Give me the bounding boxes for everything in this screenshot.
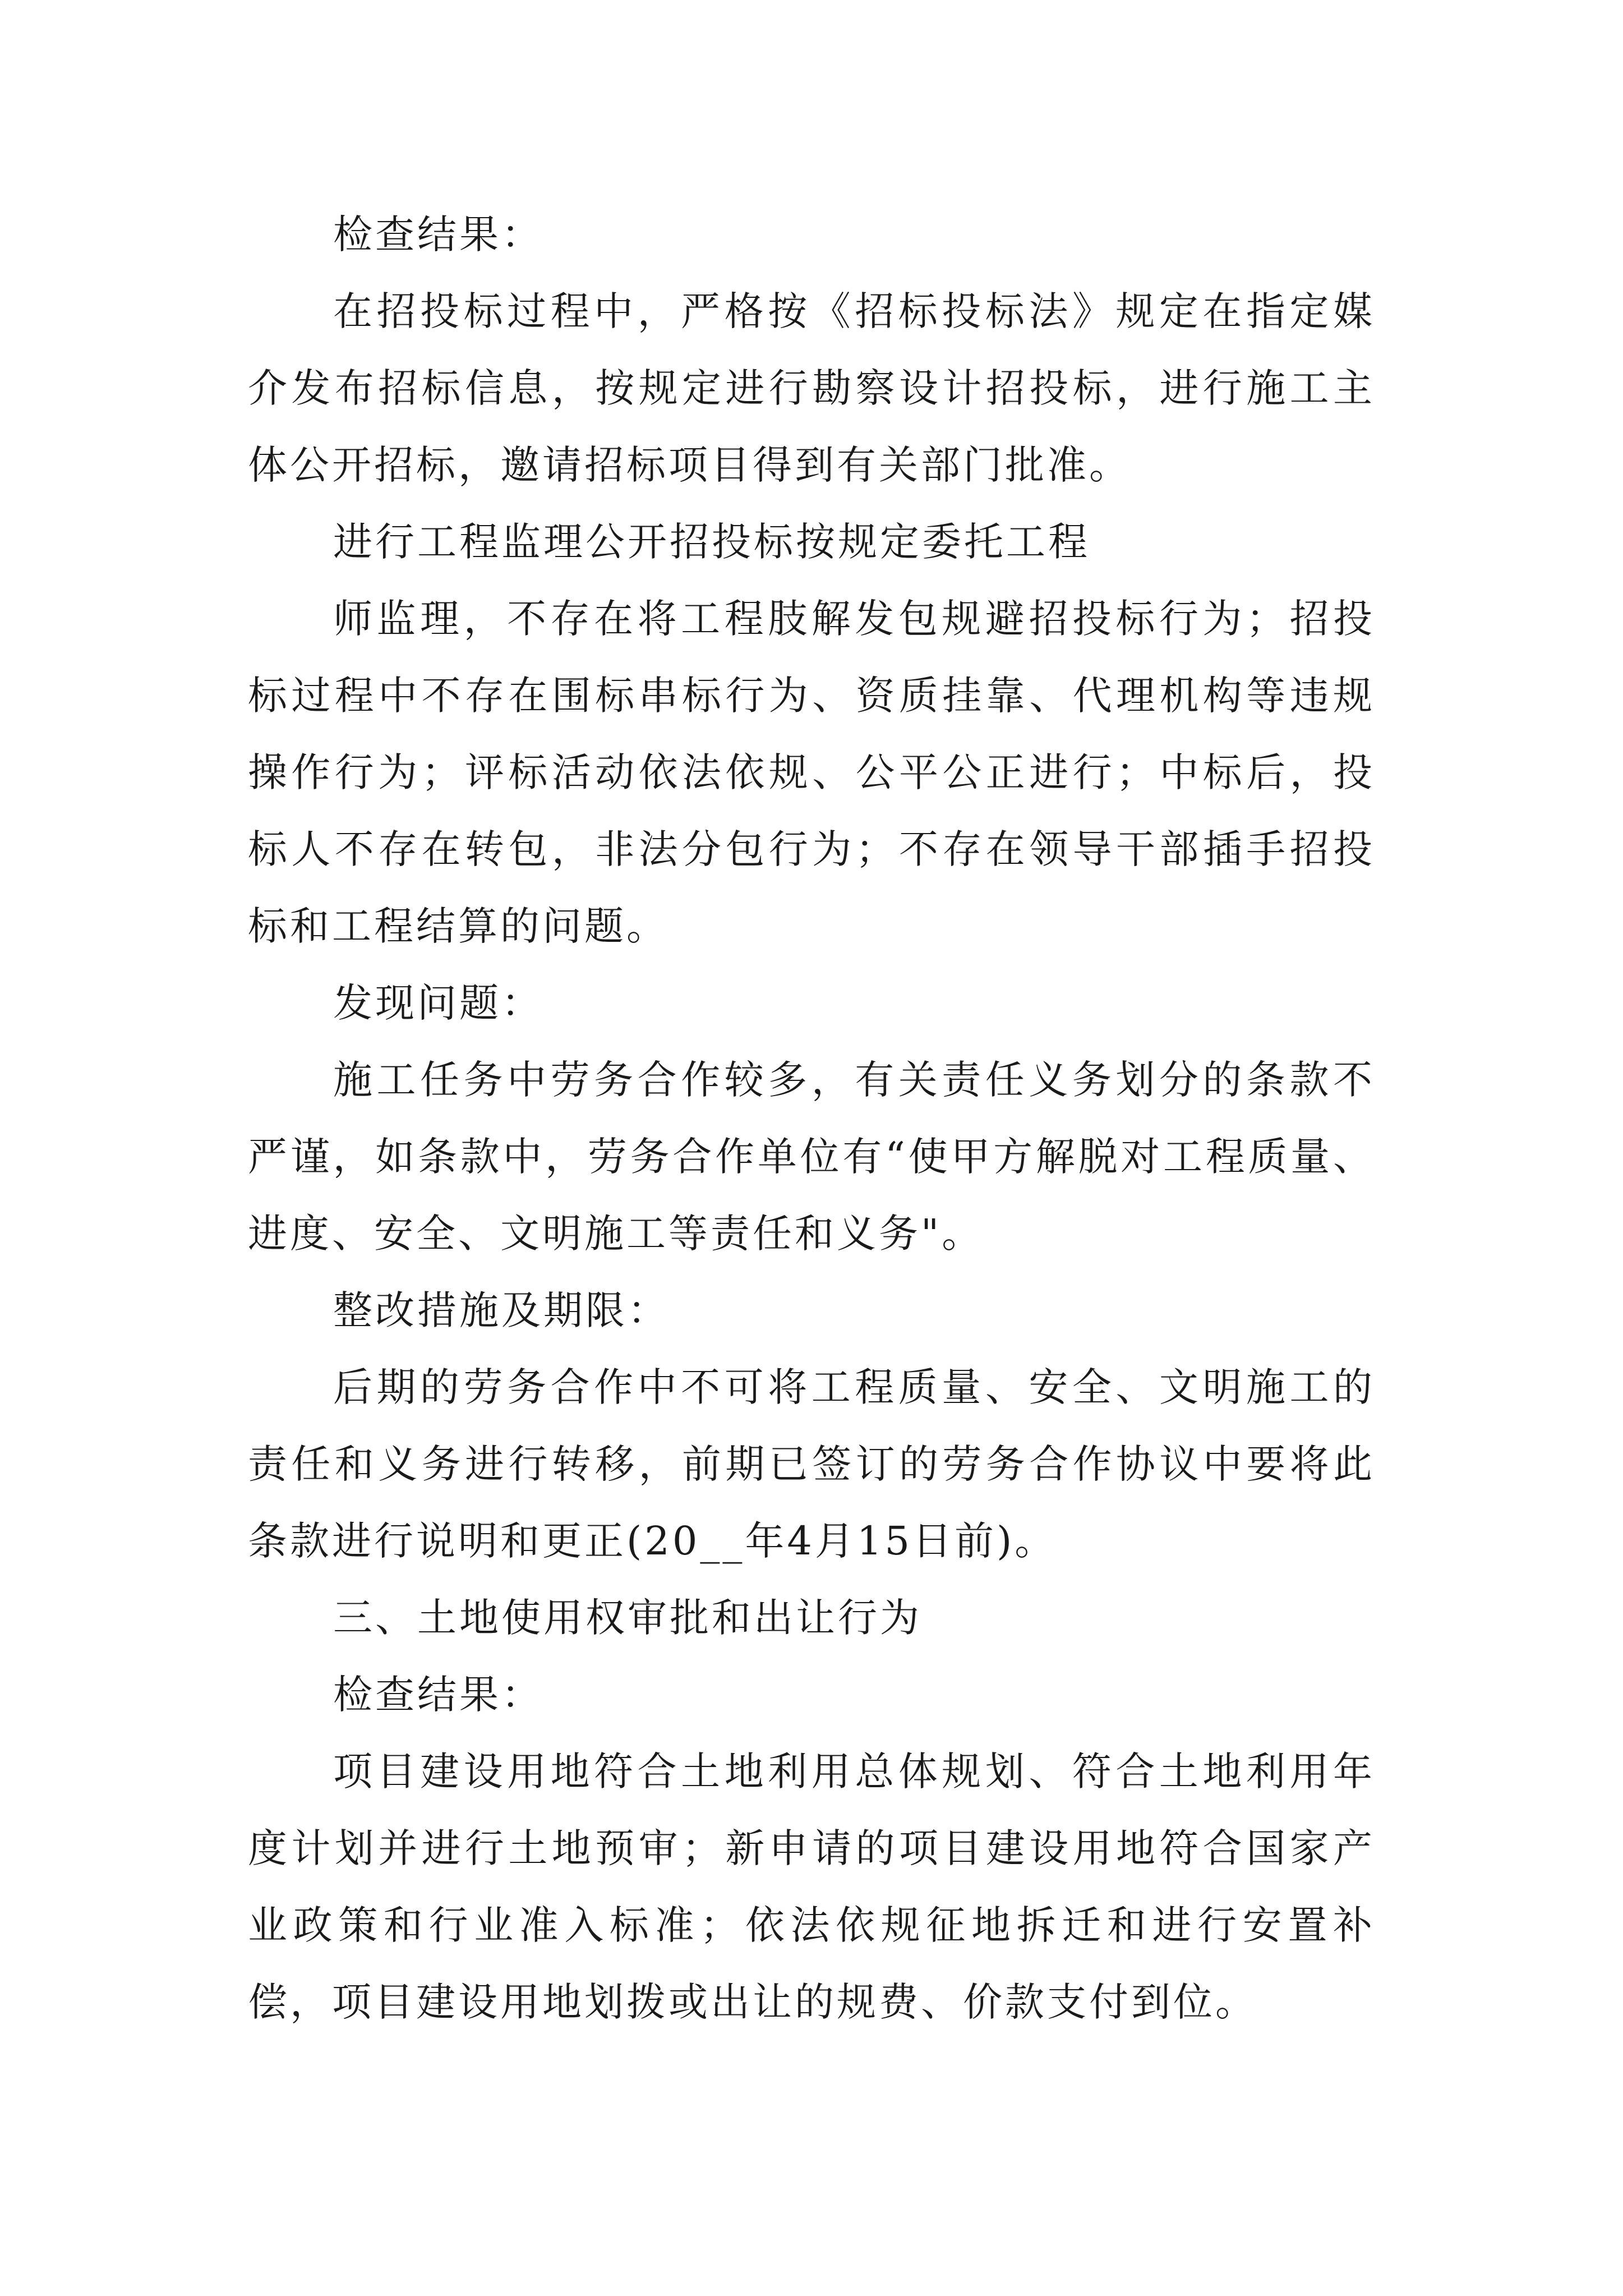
- section-heading-land-use: 三、土地使用权审批和出让行为: [333, 1595, 922, 1641]
- paragraph-land-use-compliance: 项目建设用地符合土地利用总体规划、符合土地利用年度计划并进行土地预审；新申请的项目建设用地符合国家产业政策和行业准入标准；依法依规征地拆迁和进行安置补偿，项目建设用地划拨或出让的规费、价款支付到位。: [248, 1749, 1375, 2025]
- paragraph-supervision-bidding: 进行工程监理公开招投标按规定委托工程: [333, 519, 1090, 565]
- paragraph-check-result-heading-2: 检查结果：: [333, 1672, 543, 1718]
- document-body: [248, 196, 1375, 2041]
- paragraph-bidding-process: 在招投标过程中，严格按《招标投标法》规定在指定媒介发布招标信息，按规定进行勘察设计招投标，进行施工主体公开招标，邀请招标项目得到有关部门批准。: [248, 288, 1375, 488]
- paragraph-rectification-measures: 后期的劳务合作中不可将工程质量、安全、文明施工的责任和义务进行转移，前期已签订的劳务合作协议中要将此条款进行说明和更正(20__年4月15日前)。: [248, 1364, 1375, 1564]
- paragraph-labor-cooperation-issue: 施工任务中劳务合作较多，有关责任义务划分的条款不严谨，如条款中，劳务合作单位有“使甲方解脱对工程质量、进度、安全、文明施工等责任和义务"。: [248, 1057, 1375, 1257]
- paragraph-problems-found-heading: 发现问题：: [333, 980, 543, 1026]
- paragraph-no-violations: 师监理，不存在将工程肢解发包规避招投标行为；招投标过程中不存在围标串标行为、资质挂靠、代理机构等违规操作行为；评标活动依法依规、公平公正进行；中标后，投标人不存在转包，非法分包行为；不存在领导干部插手招投标和工程结算的问题。: [248, 596, 1375, 949]
- paragraph-rectification-heading: 整改措施及期限：: [333, 1287, 670, 1333]
- paragraph-check-result-heading: 检查结果：: [333, 211, 543, 257]
